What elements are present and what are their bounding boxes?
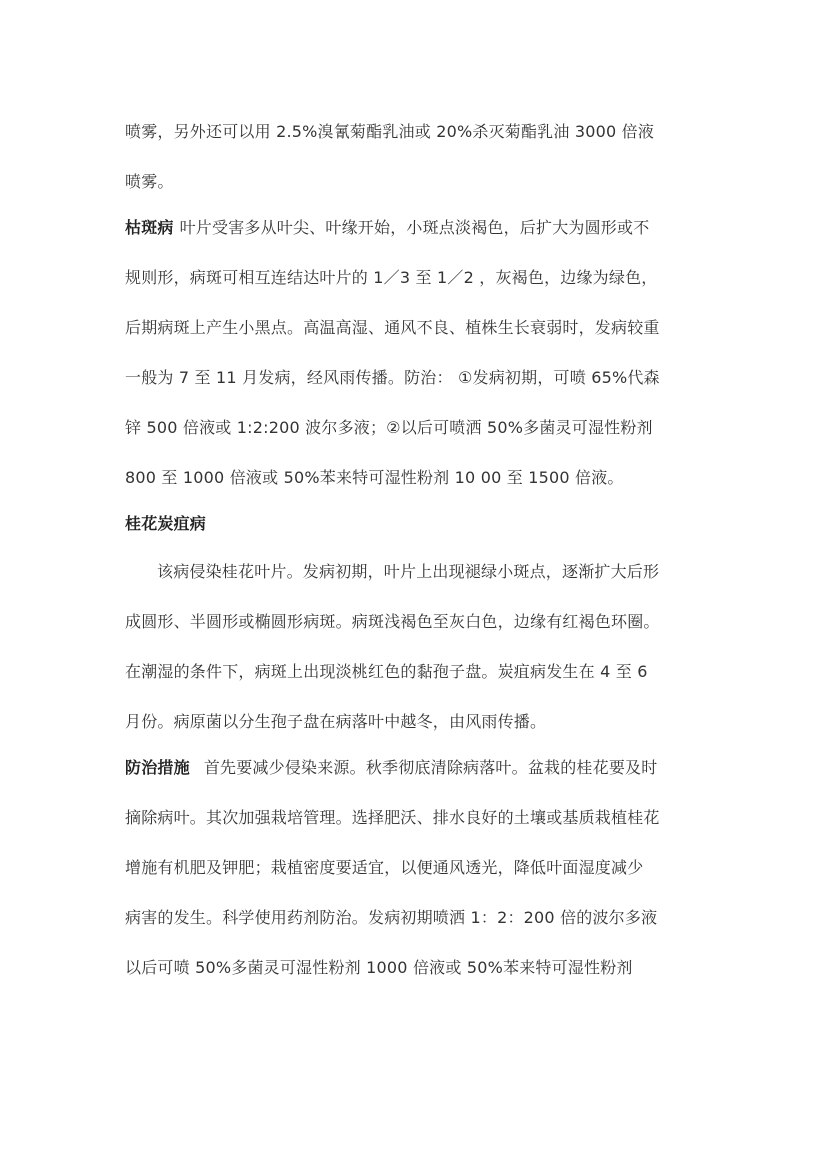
text-line: 一般为 7 至 11 月发病，经风雨传播。防治： ①发病初期，可喷 65%代森: [125, 368, 660, 387]
heading-control: 防治措施: [125, 758, 190, 777]
text-line: 摘除病叶。其次加强栽培管理。选择肥沃、排水良好的土壤或基质栽植桂花: [125, 808, 660, 827]
paragraph-control: [125, 758, 715, 778]
text-line: 后期病斑上产生小黑点。高温高湿、通风不良、植株生长衰弱时，发病较重: [125, 318, 660, 337]
text-line: 成圆形、半圆形或椭圆形病斑。病斑浅褐色至灰白色，边缘有红褐色环圈。: [125, 612, 660, 631]
text-line: 病害的发生。科学使用药剂防治。发病初期喷洒 1：2：200 倍的波尔多液: [125, 908, 658, 927]
text-line: 增施有机肥及钾肥；栽植密度要适宜，以便通风透光，降低叶面湿度减少: [125, 858, 644, 877]
paragraph-blight: [125, 218, 715, 238]
text-line: 首先要减少侵染来源。秋季彻底清除病落叶。盆栽的桂花要及时: [203, 758, 658, 777]
text-line: 该病侵染桂花叶片。发病初期，叶片上出现褪绿小斑点，逐渐扩大后形: [157, 562, 660, 581]
heading-blight: 枯斑病: [125, 218, 174, 237]
text-line: 以后可喷 50%多菌灵可湿性粉剂 1000 倍液或 50%苯来特可湿性粉剂: [125, 958, 633, 977]
text-line: 锌 500 倍液或 1:2:200 波尔多液；②以后可喷洒 50%多菌灵可湿性粉剂: [125, 418, 653, 437]
text-line: 规则形，病斑可相互连结达叶片的 1／3 至 1／2 ，灰褐色，边缘为绿色，: [125, 268, 658, 287]
text-line: 800 至 1000 倍液或 50%苯来特可湿性粉剂 10 00 至 1500 倍液。: [125, 468, 624, 487]
text-line: 叶片受害多从叶尖、叶缘开始，小斑点淡褐色，后扩大为圆形或不: [179, 218, 650, 237]
text-line: 在潮湿的条件下，病斑上出现淡桃红色的黏孢子盘。炭疽病发生在 4 至 6: [125, 662, 648, 681]
text-line: 喷雾。: [125, 172, 174, 191]
heading-anthracnose: 桂花炭疽病: [125, 514, 207, 533]
text-line: 月份。病原菌以分生孢子盘在病落叶中越冬，由风雨传播。: [125, 712, 547, 731]
text-line: 喷雾，另外还可以用 2.5%溴氰菊酯乳油或 20%杀灭菊酯乳油 3000 倍液: [125, 122, 655, 141]
